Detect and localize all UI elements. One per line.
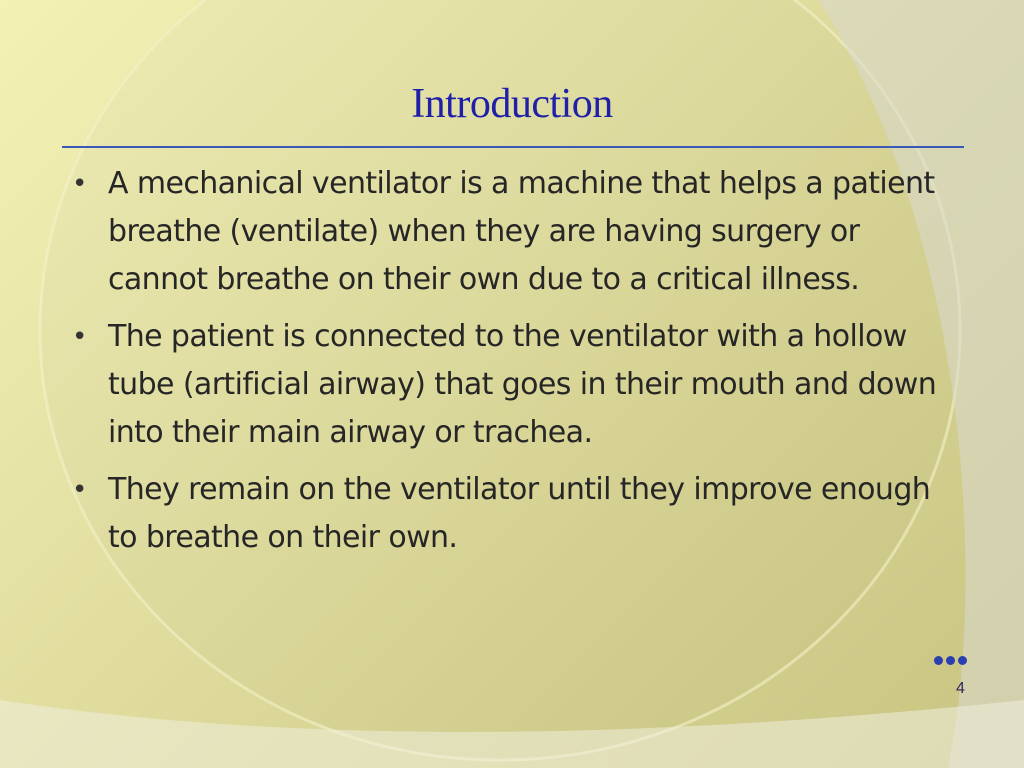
bullet-marker: •	[72, 169, 87, 199]
slide-title: Introduction	[411, 81, 613, 127]
bullet-text: A mechanical ventilator is a machine that helps a patient breathe (ventilate) when they are having surgery or cannot breathe on their own due to a critical illness.	[108, 166, 935, 297]
bullet-item	[70, 160, 950, 304]
bullet-marker: •	[72, 322, 87, 352]
footer-dots-icon	[934, 656, 967, 665]
bullet-marker: •	[72, 475, 87, 505]
bullet-text: They remain on the ventilator until they improve enough to breathe on their own.	[108, 472, 931, 555]
bullet-item	[70, 313, 950, 457]
bullet-text: The patient is connected to the ventilator with a hollow tube (artificial airway) that goes in their mouth and down into their main airway or trachea.	[108, 319, 937, 450]
bullet-item	[70, 466, 950, 562]
title-underline	[62, 146, 964, 148]
footer-dot	[946, 656, 955, 665]
footer-dot	[958, 656, 967, 665]
page-number: 4	[956, 680, 965, 697]
bullet-list	[70, 160, 950, 571]
footer-dot	[934, 656, 943, 665]
